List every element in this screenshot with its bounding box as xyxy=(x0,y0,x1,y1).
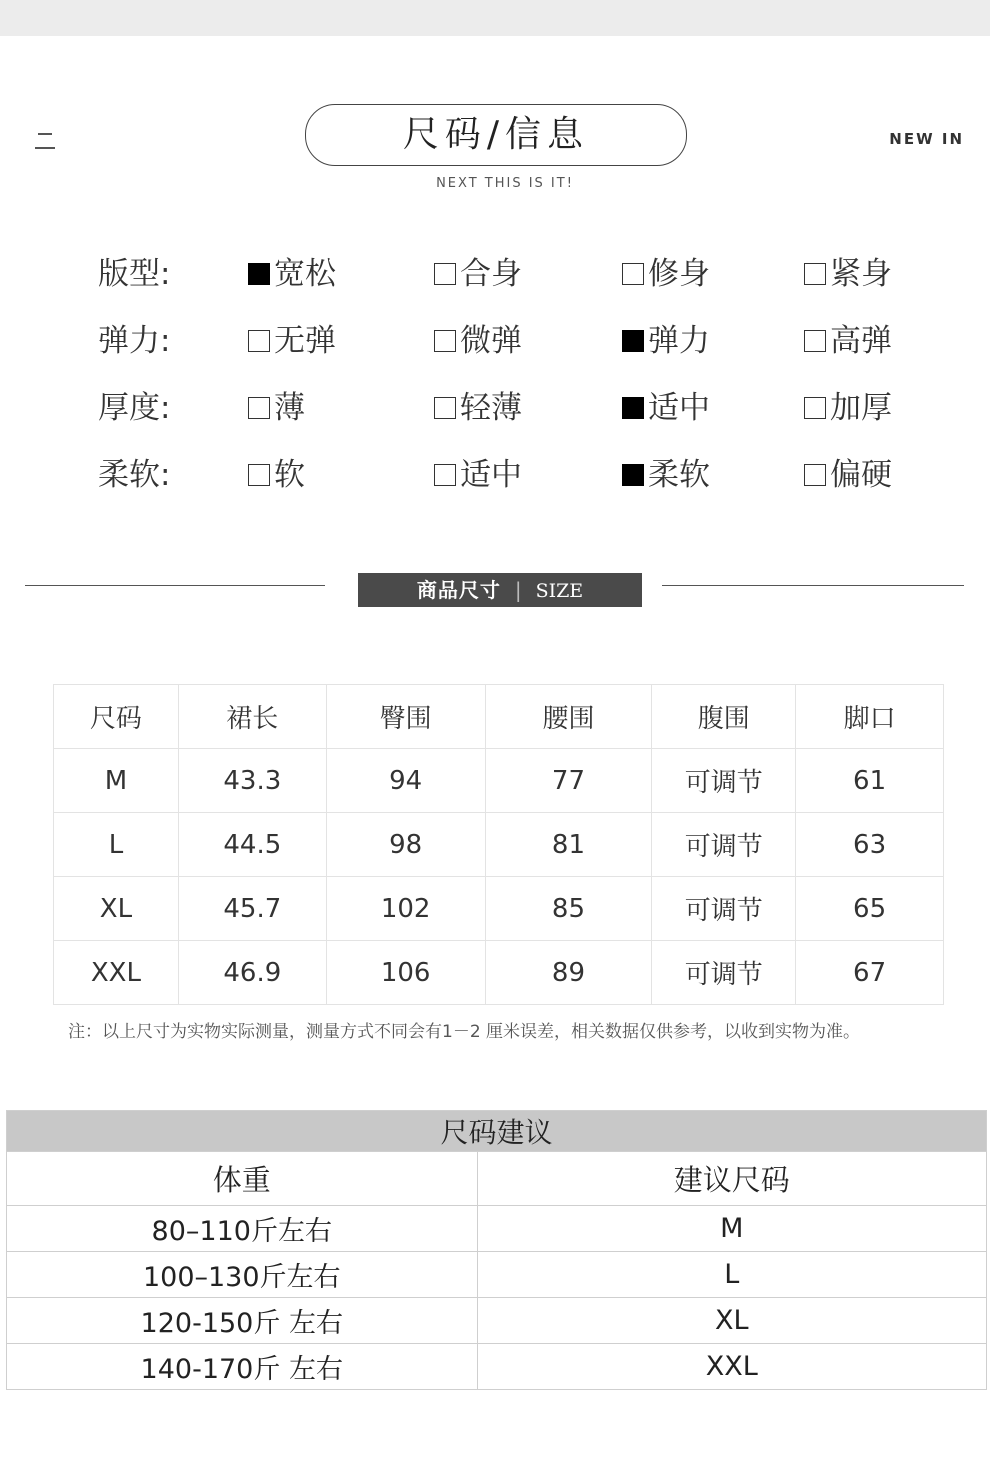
size-banner-en: SIZE xyxy=(535,580,584,602)
attribute-option-label: 合身 xyxy=(460,256,522,292)
size-table-header-cell: 脚口 xyxy=(796,685,944,749)
attribute-option xyxy=(622,248,710,293)
table-cell: 可调节 xyxy=(652,941,796,1005)
attribute-row xyxy=(98,315,938,382)
attribute-option-label: 偏硬 xyxy=(830,457,892,493)
size-table xyxy=(53,684,944,1005)
checked-box-icon xyxy=(622,464,644,486)
unchecked-box-icon xyxy=(804,397,826,419)
attribute-row xyxy=(98,449,938,516)
recommendation-title: 尺码建议 xyxy=(7,1111,987,1152)
new-in-label: NEW IN xyxy=(889,130,964,148)
table-cell: 80–110斤左右 xyxy=(7,1206,478,1252)
checked-box-icon xyxy=(622,330,644,352)
table-cell: 可调节 xyxy=(652,877,796,941)
table-cell: 94 xyxy=(326,749,485,813)
attribute-option xyxy=(434,449,522,494)
page-title: 尺码/信息 xyxy=(305,104,687,166)
table-row xyxy=(7,1344,987,1390)
top-bar xyxy=(0,0,990,36)
size-table-header-cell: 腹围 xyxy=(652,685,796,749)
attribute-label: 弹力: xyxy=(98,323,171,359)
attribute-option xyxy=(804,382,892,427)
size-banner-separator: | xyxy=(514,578,522,602)
table-cell: 106 xyxy=(326,941,485,1005)
attribute-option-label: 轻薄 xyxy=(460,390,522,426)
attribute-option-label: 加厚 xyxy=(830,390,892,426)
attribute-option xyxy=(622,382,710,427)
table-cell: 46.9 xyxy=(178,941,326,1005)
table-cell: M xyxy=(477,1206,986,1252)
attribute-option xyxy=(804,449,892,494)
checked-box-icon xyxy=(248,263,270,285)
attribute-option xyxy=(622,449,710,494)
menu-icon[interactable] xyxy=(35,130,55,152)
size-section-banner xyxy=(358,573,642,607)
size-table-header-cell: 尺码 xyxy=(54,685,179,749)
table-cell: 102 xyxy=(326,877,485,941)
attribute-grid xyxy=(98,248,938,516)
size-recommendation-table xyxy=(6,1110,987,1390)
unchecked-box-icon xyxy=(248,397,270,419)
table-cell: L xyxy=(477,1252,986,1298)
table-cell: XXL xyxy=(477,1344,986,1390)
attribute-option-label: 微弹 xyxy=(460,323,522,359)
attribute-label: 版型: xyxy=(98,256,171,292)
attribute-option-label: 无弹 xyxy=(274,323,336,359)
table-cell: 61 xyxy=(796,749,944,813)
page-subtitle: NEXT THIS IS IT! xyxy=(436,176,574,191)
recommendation-header-cell: 体重 xyxy=(7,1152,478,1206)
table-row xyxy=(7,1252,987,1298)
table-cell: 98 xyxy=(326,813,485,877)
table-row xyxy=(54,941,944,1005)
recommendation-header xyxy=(7,1152,987,1206)
table-cell: 可调节 xyxy=(652,749,796,813)
size-banner-cn: 商品尺寸 xyxy=(416,578,501,602)
table-cell: 120-150斤 左右 xyxy=(7,1298,478,1344)
attribute-option-label: 柔软 xyxy=(648,457,710,493)
table-cell: 可调节 xyxy=(652,813,796,877)
table-row xyxy=(54,877,944,941)
checked-box-icon xyxy=(622,397,644,419)
table-cell: 67 xyxy=(796,941,944,1005)
attribute-option-label: 高弹 xyxy=(830,323,892,359)
divider-right xyxy=(662,585,964,586)
table-cell: 43.3 xyxy=(178,749,326,813)
attribute-label: 厚度: xyxy=(98,390,171,426)
size-table-header xyxy=(54,685,944,749)
attribute-option xyxy=(248,248,336,293)
unchecked-box-icon xyxy=(434,397,456,419)
attribute-option xyxy=(248,382,305,427)
unchecked-box-icon xyxy=(248,330,270,352)
attribute-option xyxy=(248,449,305,494)
table-cell: 89 xyxy=(485,941,652,1005)
attribute-option-label: 宽松 xyxy=(274,256,336,292)
attribute-option-label: 薄 xyxy=(274,390,305,426)
measurement-note: 注：以上尺寸为实物实际测量，测量方式不同会有1－2 厘米误差，相关数据仅供参考，以收到实物为准。 xyxy=(68,1022,861,1042)
attribute-option xyxy=(622,315,710,360)
table-cell: M xyxy=(54,749,179,813)
table-cell: 85 xyxy=(485,877,652,941)
attribute-option xyxy=(804,315,892,360)
table-row xyxy=(54,813,944,877)
divider-left xyxy=(25,585,325,586)
size-table-header-cell: 臀围 xyxy=(326,685,485,749)
table-row xyxy=(54,749,944,813)
attribute-option xyxy=(248,315,336,360)
attribute-option xyxy=(804,248,892,293)
table-cell: 45.7 xyxy=(178,877,326,941)
unchecked-box-icon xyxy=(804,263,826,285)
unchecked-box-icon xyxy=(804,330,826,352)
table-row xyxy=(7,1206,987,1252)
attribute-option-label: 适中 xyxy=(460,457,522,493)
table-cell: 44.5 xyxy=(178,813,326,877)
size-table-header-cell: 腰围 xyxy=(485,685,652,749)
attribute-option xyxy=(434,315,522,360)
table-cell: 63 xyxy=(796,813,944,877)
attribute-row xyxy=(98,382,938,449)
recommendation-header-cell: 建议尺码 xyxy=(477,1152,986,1206)
table-cell: XL xyxy=(54,877,179,941)
unchecked-box-icon xyxy=(622,263,644,285)
attribute-option-label: 紧身 xyxy=(830,256,892,292)
table-cell: XL xyxy=(477,1298,986,1344)
unchecked-box-icon xyxy=(434,330,456,352)
table-cell: 65 xyxy=(796,877,944,941)
unchecked-box-icon xyxy=(248,464,270,486)
attribute-row xyxy=(98,248,938,315)
table-cell: 140-170斤 左右 xyxy=(7,1344,478,1390)
unchecked-box-icon xyxy=(434,263,456,285)
table-cell: L xyxy=(54,813,179,877)
attribute-option-label: 软 xyxy=(274,457,305,493)
attribute-option-label: 弹力 xyxy=(648,323,710,359)
size-table-header-cell: 裙长 xyxy=(178,685,326,749)
table-row xyxy=(7,1298,987,1344)
unchecked-box-icon xyxy=(804,464,826,486)
unchecked-box-icon xyxy=(434,464,456,486)
table-cell: 77 xyxy=(485,749,652,813)
table-cell: 81 xyxy=(485,813,652,877)
attribute-option xyxy=(434,382,522,427)
table-cell: 100–130斤左右 xyxy=(7,1252,478,1298)
attribute-option-label: 适中 xyxy=(648,390,710,426)
attribute-option xyxy=(434,248,522,293)
attribute-label: 柔软: xyxy=(98,457,171,493)
attribute-option-label: 修身 xyxy=(648,256,710,292)
table-cell: XXL xyxy=(54,941,179,1005)
